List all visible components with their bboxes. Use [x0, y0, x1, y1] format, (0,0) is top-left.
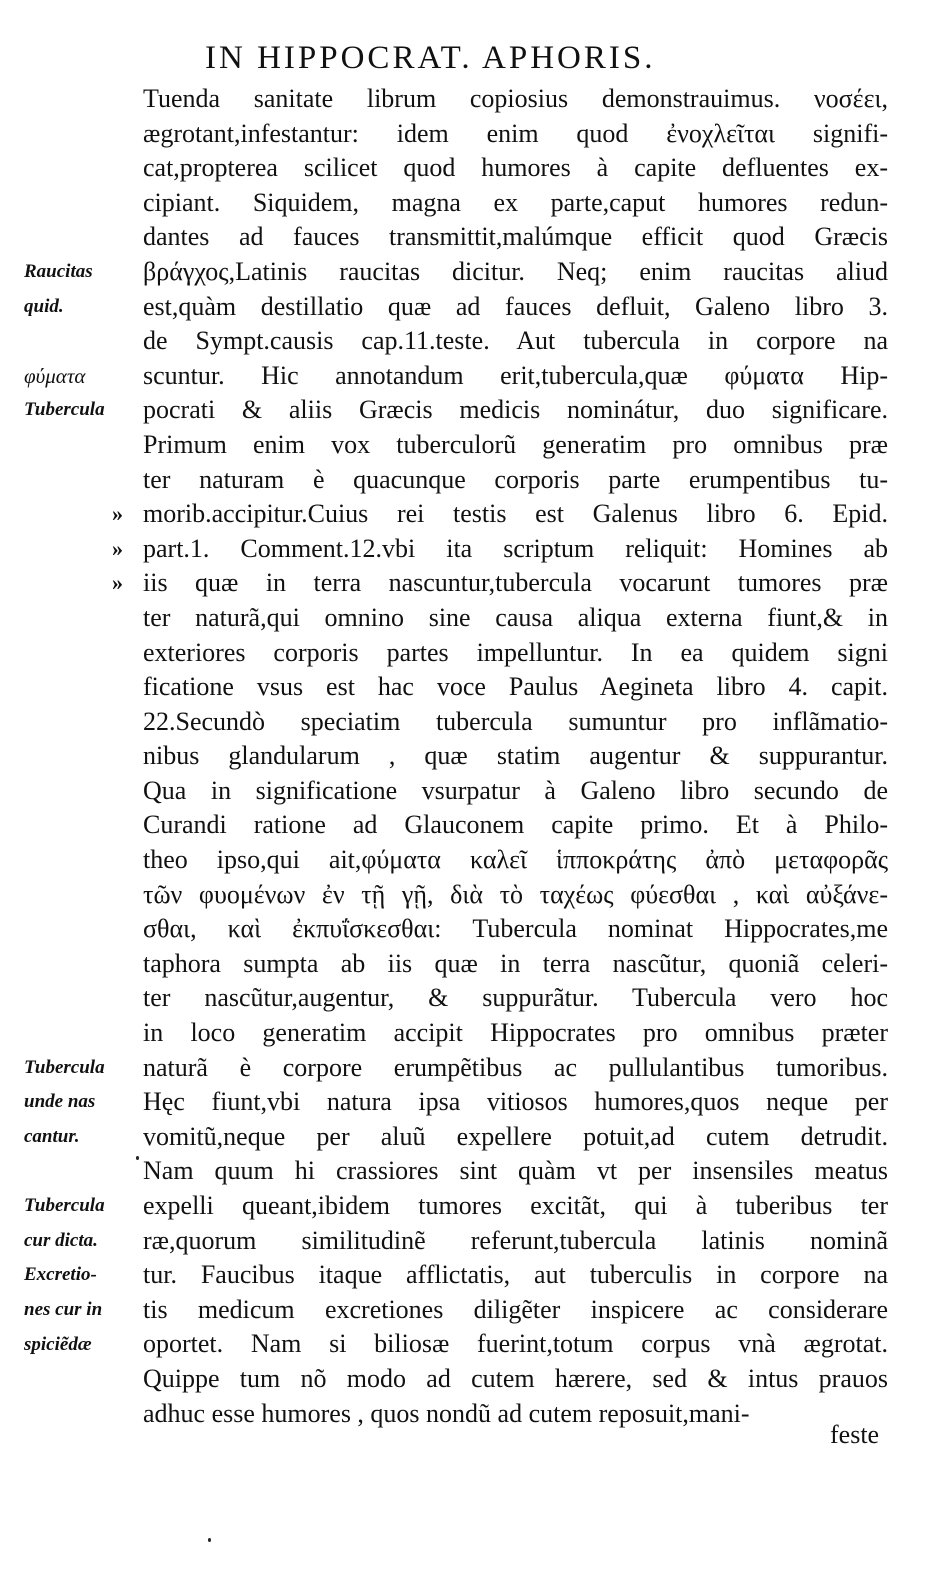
- text-line: morib.accipitur.Cuius rei testis est Galenus libro 6. Epid.: [143, 499, 888, 529]
- margin-note: Tubercula: [24, 1056, 105, 1078]
- margin-note: spiciẽdæ: [24, 1333, 92, 1355]
- text-line: ægrotant,infestantur: idem enim quod ἐνοχλεῖται signifi-: [143, 118, 888, 148]
- text-line: tis medicum excretiones diligẽter inspicere ac considerare: [143, 1294, 888, 1324]
- quotation-mark: »: [112, 535, 123, 561]
- text-line: ræ,quorum similitudinẽ referunt,tubercula latinis nominã: [143, 1225, 888, 1255]
- text-line: theo ipso,qui ait,φύματα καλεῖ ἱπποκράτης ἀπὸ μεταφορᾶς: [143, 845, 888, 875]
- text-line: pocrati & aliis Græcis medicis nominátur, duo significare.: [143, 395, 888, 425]
- text-line: scuntur. Hic annotandum erit,tubercula,quæ φύματα Hip-: [143, 360, 888, 390]
- text-line: in loco generatim accipit Hippocrates pro omnibus præter: [143, 1018, 888, 1048]
- margin-note: cur dicta.: [24, 1229, 98, 1251]
- text-line: Qua in significatione vsurpatur à Galeno libro secundo de: [143, 775, 888, 805]
- text-line: ter naturã,qui omnino sine causa aliqua externa fiunt,& in: [143, 602, 888, 632]
- text-line: dantes ad fauces transmittit,malúmque efficit quod Græcis: [143, 222, 888, 252]
- text-line: vomitũ,neque per aluũ expellere potuit,ad cutem detrudit.: [143, 1121, 888, 1151]
- text-line: naturã è corpore erumpẽtibus ac pullulantibus tumoribus.: [143, 1052, 888, 1082]
- text-line: σθαι, καὶ ἐκπυΐσκεσθαι: Tubercula nominat Hippocrates,me: [143, 914, 888, 944]
- text-line: ter naturam è quacunque corporis parte erumpentibus tu-: [143, 464, 888, 494]
- margin-note: Tubercula: [24, 1195, 105, 1217]
- text-line: taphora sumpta ab iis quæ in terra nascũtur, quoniã celeri-: [143, 948, 888, 978]
- margin-note: quid.: [24, 295, 64, 317]
- ink-speck: [136, 1156, 139, 1160]
- text-line: βράγχος,Latinis raucitas dicitur. Neq; enim raucitas aliud: [143, 256, 888, 286]
- margin-note: Tubercula: [24, 399, 105, 421]
- text-line: iis quæ in terra nascuntur,tubercula vocarunt tumores præ: [143, 568, 888, 598]
- margin-note: nes cur in: [24, 1299, 103, 1320]
- text-line: part.1. Comment.12.vbi ita scriptum reliquit: Homines ab: [143, 533, 888, 563]
- text-line: Curandi ratione ad Glauconem capite primo. Et à Philo-: [143, 810, 888, 840]
- margin-note: unde nas: [24, 1091, 96, 1113]
- text-line: de Sympt.causis cap.11.teste. Aut tubercula in corpore na: [143, 326, 888, 356]
- running-head: IN HIPPOCRAT. APHORIS.: [205, 40, 656, 76]
- text-line: ficatione vsus est hac voce Paulus Aegineta libro 4. capit.: [143, 672, 888, 702]
- margin-note: Raucitas: [24, 261, 93, 282]
- text-line: Nam quum hi crassiores sint quàm vt per insensiles meatus: [143, 1156, 888, 1186]
- text-line: Tuenda sanitate librum copiosius demonstrauimus. νοσέει,: [143, 84, 888, 113]
- text-line: cat,propterea scilicet quod humores à capite defluentes ex-: [143, 153, 888, 183]
- text-line: est,quàm destillatio quæ ad fauces defluit, Galeno libro 3.: [143, 291, 888, 321]
- text-line: cipiant. Siquidem, magna ex parte,caput humores redun-: [143, 187, 888, 217]
- ink-speck: [208, 1538, 211, 1542]
- quotation-mark: »: [112, 501, 123, 527]
- text-line: 22.Secundò speciatim tubercula sumuntur pro inflãmatio-: [143, 706, 888, 736]
- text-line: nibus glandularum , quæ statim augentur & suppurantur.: [143, 741, 888, 771]
- text-line: adhuc esse humores , quos nondũ ad cutem reposuit,mani-: [143, 1398, 750, 1428]
- text-line: ter nascũtur,augentur, & suppurãtur. Tubercula vero hoc: [143, 983, 888, 1013]
- text-line: Hęc fiunt,vbi natura ipsa vitiosos humores,quos neque per: [143, 1087, 888, 1117]
- text-line: tur. Faucibus itaque afflictatis, aut tuberculis in corpore na: [143, 1260, 888, 1290]
- text-line: expelli queant,ibidem tumores excitãt, qui à tuberibus ter: [143, 1191, 888, 1220]
- margin-note: Excretio-: [24, 1264, 97, 1286]
- text-line: exteriores corporis partes impelluntur. In ea quidem signi: [143, 637, 888, 667]
- text-line: Primum enim vox tuberculorũ generatim pro omnibus præ: [143, 429, 888, 459]
- text-line: τῶν φυομένων ἐν τῇ γῇ, διὰ τὸ ταχέως φύεσθαι , καὶ αὐξάνε-: [143, 879, 888, 909]
- text-line: Quippe tum nõ modo ad cutem hærere, sed & intus prauos: [143, 1363, 888, 1393]
- text-line: oportet. Nam si biliosæ fuerint,totum corpus vnà ægrotat.: [143, 1329, 888, 1359]
- margin-note: φύματα: [24, 363, 86, 388]
- body-text: [143, 82, 888, 1431]
- margin-note: cantur.: [24, 1126, 80, 1147]
- quotation-mark: »: [112, 570, 123, 596]
- catchword: feste: [830, 1420, 880, 1449]
